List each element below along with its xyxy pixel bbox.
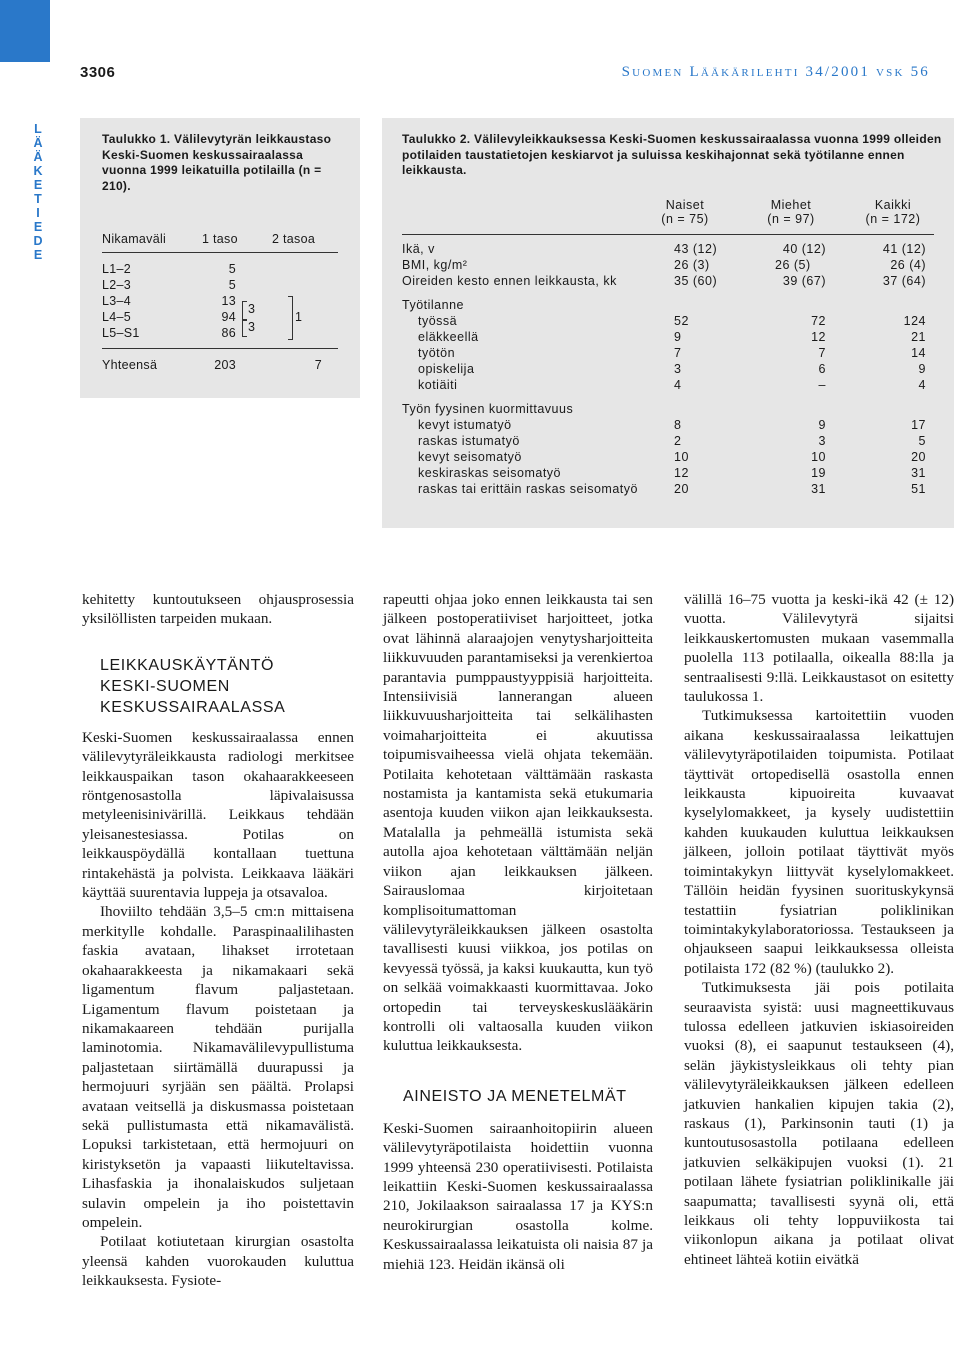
cell-miehet: 6 <box>818 362 826 376</box>
column-n: (n = 172) <box>865 212 921 226</box>
row-label: keskiraskas seisomatyö <box>418 466 561 480</box>
column-header: 1 taso <box>202 232 238 246</box>
cell-miehet: 10 <box>811 450 826 464</box>
table-1-caption: Taulukko 1. Välilevytyrän leikkaustaso Keski-Suomen keskussairaalassa vuonna 1999 leikatuilla potilailla (n = 210). <box>102 132 332 193</box>
side-letter: K <box>33 164 43 178</box>
row-label: Oireiden kesto ennen leikkausta, kk <box>402 274 617 288</box>
row-label: työtön <box>418 346 456 360</box>
cell-naiset: 7 <box>674 346 682 360</box>
table-row <box>402 450 934 466</box>
table-row <box>402 466 934 482</box>
cell-miehet: – <box>818 378 826 392</box>
paragraph: Tutkimuksesta jäi pois potilaita seuraavista syistä: uusi magneettikuvaus tulossa edelleen jatkuvien iskiasoireiden vuoksi (8), ei saapunut testaukseen (4), selän jäykistysleikkaus oli tehty pian välilevytyräleikkauksen jälkeen edelleen jatkuvien hankalien kipujen takia (2), raskaus (1), Parkinsonin tauti (1) ja kuntoutusosastolla potilaana edelleen jatkuvien selkäkipujen vuoksi (1). 21 potilaan lähete fysiatrian poliklinikalle jäi saapumatta; tavallisesti syynä oli, että leikkaus oli tehty loppuviikosta tai viikonlopun aikana ja potilaat olivat ehtineet lähteä kotiin eivätkä <box>684 979 954 1268</box>
page-number: 3306 <box>80 64 116 81</box>
cell-kaikki: 5 <box>918 434 926 448</box>
paragraph: Keski-Suomen keskussairaalassa ennen välilevytyräleikkausta radiologi merkitsee leikkauspaikan tason okahaarakkeeseen röntgenosastolla läpivalaisussa metyleenisinivärillä. Leikkaus tehdään yleisanestesiassa. Potilas on leikkauspöydällä kontallaan tuettuna rintakehästä ja polvista. Leikkaava lääkäri käyttää suurentavia luppeja ja otsavaloa. <box>82 728 354 902</box>
cell-kaikki: 31 <box>911 466 926 480</box>
bracket-line <box>242 301 247 321</box>
cell-miehet: 3 <box>818 434 826 448</box>
value-cell: 5 <box>228 262 236 276</box>
side-letter: T <box>34 192 42 206</box>
cell-naiset: 4 <box>674 378 682 392</box>
table-rule <box>102 252 338 253</box>
cell-naiset: 52 <box>674 314 689 328</box>
cell-kaikki: 17 <box>911 418 926 432</box>
cell-naiset: 10 <box>674 450 689 464</box>
section-side-label <box>28 122 48 262</box>
table-row <box>102 326 342 342</box>
cell-miehet: 12 <box>811 330 826 344</box>
bracket-value: 1 <box>295 310 303 324</box>
row-label: raskas tai erittäin raskas seisomatyö <box>418 482 638 496</box>
cell-naiset: 26 (3) <box>674 258 710 272</box>
level-cell: L3–4 <box>102 294 132 308</box>
paragraph: Potilaat kotiutetaan kirurgian osastolta yleensä kahden vuorokauden kuluttua leikkauksesta. Fysiote- <box>82 1233 354 1290</box>
section-heading: AINEISTO JA MENETELMÄT <box>403 1087 627 1105</box>
text-column-1 <box>82 590 354 1291</box>
cell-naiset: 2 <box>674 434 682 448</box>
level-cell: L1–2 <box>102 262 132 276</box>
paragraph: kehitetty kuntoutukseen ohjausprosessia yksilöllisten tarpeiden mukaan. <box>82 591 354 628</box>
heading-line: LEIKKAUSKÄYTÄNTÖ <box>100 656 275 674</box>
cell-naiset: 3 <box>674 362 682 376</box>
column-n: (n = 75) <box>661 212 709 226</box>
row-label: Ikä, v <box>402 242 435 256</box>
level-cell: L2–3 <box>102 278 132 292</box>
table-2-panel <box>382 118 954 528</box>
cell-kaikki: 9 <box>918 362 926 376</box>
table-row <box>402 434 934 450</box>
cell-naiset: 35 (60) <box>674 274 718 288</box>
total-value: 7 <box>314 358 322 372</box>
table-row <box>402 258 934 274</box>
cell-miehet: 72 <box>811 314 826 328</box>
cell-miehet: 31 <box>811 482 826 496</box>
value-cell: 5 <box>228 278 236 292</box>
table-header-row <box>102 232 342 248</box>
bracket-value: 3 <box>248 320 256 334</box>
bracket-value: 3 <box>248 302 256 316</box>
side-letter: L <box>34 122 42 136</box>
cell-miehet: 40 (12) <box>782 242 826 256</box>
group-label: Työn fyysinen kuormittavuus <box>402 402 574 416</box>
column-name: Naiset <box>665 198 705 212</box>
table-row <box>102 294 342 310</box>
journal-running-head: Suomen Lääkärilehti 34/2001 vsk 56 <box>621 64 930 80</box>
cell-miehet: 39 (67) <box>782 274 826 288</box>
row-label: raskas istumatyö <box>418 434 520 448</box>
value-cell: 86 <box>221 326 236 340</box>
column-header <box>746 198 836 226</box>
cell-naiset: 9 <box>674 330 682 344</box>
table-row <box>402 242 934 258</box>
cell-naiset: 8 <box>674 418 682 432</box>
bracket-line <box>288 296 293 340</box>
bracket-line <box>242 319 247 337</box>
heading-line: KESKI-SUOMEN <box>100 677 230 695</box>
table-row <box>402 418 934 434</box>
paragraph: Ihoviilto tehdään 3,5–5 cm:n mittaisena merkitylle kohdalle. Paraspinaalilihasten faskia avataan, lihakset irrotetaan okahaarakkeesta ja nikamakaari sekä ligamentum flavum paljastetaan. Ligamentum flavum poistetaan ja nikamakaareen tehdään purijalla laminotomia. Nikamavälilevypullistuma paljastetaan siirtämällä duurapussi ja hermojuuri syrjään sen päältä. Prolapsi avataan veitsellä ja diskusmassa poistetaan sekä pullistumasta että nikamavälistä. Lopuksi tarkistetaan, että hermojuuri on kiristyksetön ja vapaasti liikuteltavissa. Lihasfaskia ja ihonalaiskudos suljetaan sulavin ompelein ja iho poistettavin ompelein. <box>82 903 354 1231</box>
corner-color-block <box>0 0 50 62</box>
row-label: kevyt istumatyö <box>418 418 512 432</box>
cell-kaikki: 37 (64) <box>882 274 926 288</box>
text-column-3 <box>684 590 954 1269</box>
text-column-2 <box>383 590 653 1274</box>
side-letter: E <box>33 178 43 192</box>
table-row <box>402 314 934 330</box>
side-letter: D <box>33 234 43 248</box>
paragraph: rapeutti ohjaa joko ennen leikkausta tai sen jälkeen postoperatiiviset harjoitteet, jotka ovat lähinnä alaraajojen venytysharjoitteita liikkuvuuden parantamiseksi ja verenkiertoa parantavia pumppaustyyppisiä harjoitteita. Intensiivisiä lannerangan alueen liikkuvuusharjoitteita tai selkälihasten voimaharjoitteita ei akuutissa toipumisvaiheessa vielä ohjata tekemään. Potilaita kehotetaan välttämään raskasta nostamista ja kantamista sekä etukumaria asentoja kuuden viikon ajan leikkauksesta. Matalalla ja pehmeällä istumista sekä autolla ajoa kehotetaan välttämään neljän viikon ajan leikkauksen jälkeen. Sairauslomaa kirjoitetaan komplisoitumattoman välilevytyräleikkauksen jälkeen osastolta tavallisesti kuusi viikkoa, jos potilas on kevyessä työssä, ja kaksi kuukautta, kun työ on selkää voimakkaasti kuormittavaa. Joko ortopedin tai terveyskeskuslääkärin kontrolli oli valtaosalla kuuden viikon kuluttua leikkauksesta. <box>383 591 653 1055</box>
table-1-panel <box>80 118 360 398</box>
total-value: 203 <box>214 358 236 372</box>
table-row <box>402 346 934 362</box>
table-rule <box>102 348 338 349</box>
paragraph: Keski-Suomen sairaanhoitopiirin alueen välilevytyräpotilaista hoidettiin vuonna 1999 yhteensä 230 operatiivisesti. Potilaista leikattiin Keski-Suomen keskussairaalassa 210, Jokilaakson sairaalassa 17 ja KYS:n neurokirurgian osastolla kolme. Keskussairaalassa leikatuista oli naisia 87 ja miehiä 123. Heidän ikänsä oli <box>383 1119 653 1273</box>
row-label: kotiäiti <box>418 378 458 392</box>
cell-kaikki: 26 (4) <box>890 258 926 272</box>
table-group-title <box>402 402 934 418</box>
paragraph: välillä 16–75 vuotta ja keski-ikä 42 (± 12) vuotta. Välilevytyrä sijaitsi leikkauskertomusten mukaan vasemmalla puolella 113 potilaalla, oikealla 88:lla ja sentraalisesti 9:llä. Leikkaustasot on esitetty taulukossa 1. <box>684 591 954 706</box>
cell-kaikki: 124 <box>903 314 926 328</box>
table-total-row <box>102 358 342 374</box>
table-row <box>102 278 342 294</box>
table-row <box>402 378 934 394</box>
table-2-caption: Taulukko 2. Välilevyleikkauksessa Keski-Suomen keskussairaalassa vuonna 1999 olleiden potilaiden taustatietojen keskiarvot ja suluissa keskihajonnat sekä työtilanne ennen leikkausta. <box>402 132 942 177</box>
value-cell: 94 <box>221 310 236 324</box>
cell-kaikki: 14 <box>911 346 926 360</box>
table-row <box>102 310 342 326</box>
cell-miehet: 19 <box>811 466 826 480</box>
column-name: Kaikki <box>874 198 912 212</box>
cell-miehet: 7 <box>818 346 826 360</box>
cell-kaikki: 21 <box>911 330 926 344</box>
cell-kaikki: 4 <box>918 378 926 392</box>
table-row <box>402 330 934 346</box>
row-label: työssä <box>418 314 458 328</box>
side-letter: Ä <box>33 136 43 150</box>
side-letter: E <box>33 248 43 262</box>
cell-naiset: 12 <box>674 466 689 480</box>
heading-line: KESKUSSAIRAALASSA <box>100 698 286 716</box>
paragraph: Tutkimuksessa kartoitettiin vuoden aikana keskussairaalassa leikattujen välilevytyräpotilaiden toipumista. Potilaat täyttivät ortopedisellä osastolla ennen leikkausta kipuoireita kuvaavat kyselylomakkeet, ja kysely uudistettiin kahden kuukauden kuluttua leikkauksen jälkeen, jolloin potilaat täyttivät myös toimintakykyn liittyvät kyselylomakkeet. Tällöin heidän fyysinen suorituskykynsä testattiin fysiatrian poliklinikan toimintakykylaboratoriossa. Testaukseen ja ohjaukseen saapui leikkauksessa olleista potilaista 172 (82 %) (taulukko 2). <box>684 707 954 977</box>
side-letter: I <box>36 206 40 220</box>
row-label: opiskelija <box>418 362 475 376</box>
column-header <box>640 198 730 226</box>
table-row <box>402 274 934 290</box>
cell-naiset: 20 <box>674 482 689 496</box>
table-group-title <box>402 298 934 314</box>
total-label: Yhteensä <box>102 358 158 372</box>
column-name: Miehet <box>770 198 812 212</box>
side-letter: E <box>33 220 43 234</box>
column-header: 2 tasoa <box>272 232 316 246</box>
cell-naiset: 43 (12) <box>674 242 718 256</box>
column-header: Nikamaväli <box>102 232 167 246</box>
column-header <box>848 198 938 226</box>
cell-kaikki: 41 (12) <box>882 242 926 256</box>
cell-miehet: 9 <box>818 418 826 432</box>
row-label: kevyt seisomatyö <box>418 450 522 464</box>
group-label: Työtilanne <box>402 298 464 312</box>
cell-kaikki: 20 <box>911 450 926 464</box>
cell-kaikki: 51 <box>911 482 926 496</box>
section-heading <box>100 655 354 718</box>
column-n: (n = 97) <box>767 212 815 226</box>
table-row <box>402 362 934 378</box>
side-letter: Ä <box>33 150 43 164</box>
level-cell: L5–S1 <box>102 326 140 340</box>
table-rule <box>402 234 934 235</box>
value-cell: 13 <box>221 294 236 308</box>
row-label: eläkkeellä <box>418 330 479 344</box>
row-label: BMI, kg/m² <box>402 258 468 272</box>
table-row <box>102 262 342 278</box>
cell-miehet: 26 (5) <box>775 258 811 272</box>
table-row <box>402 482 934 498</box>
level-cell: L4–5 <box>102 310 132 324</box>
